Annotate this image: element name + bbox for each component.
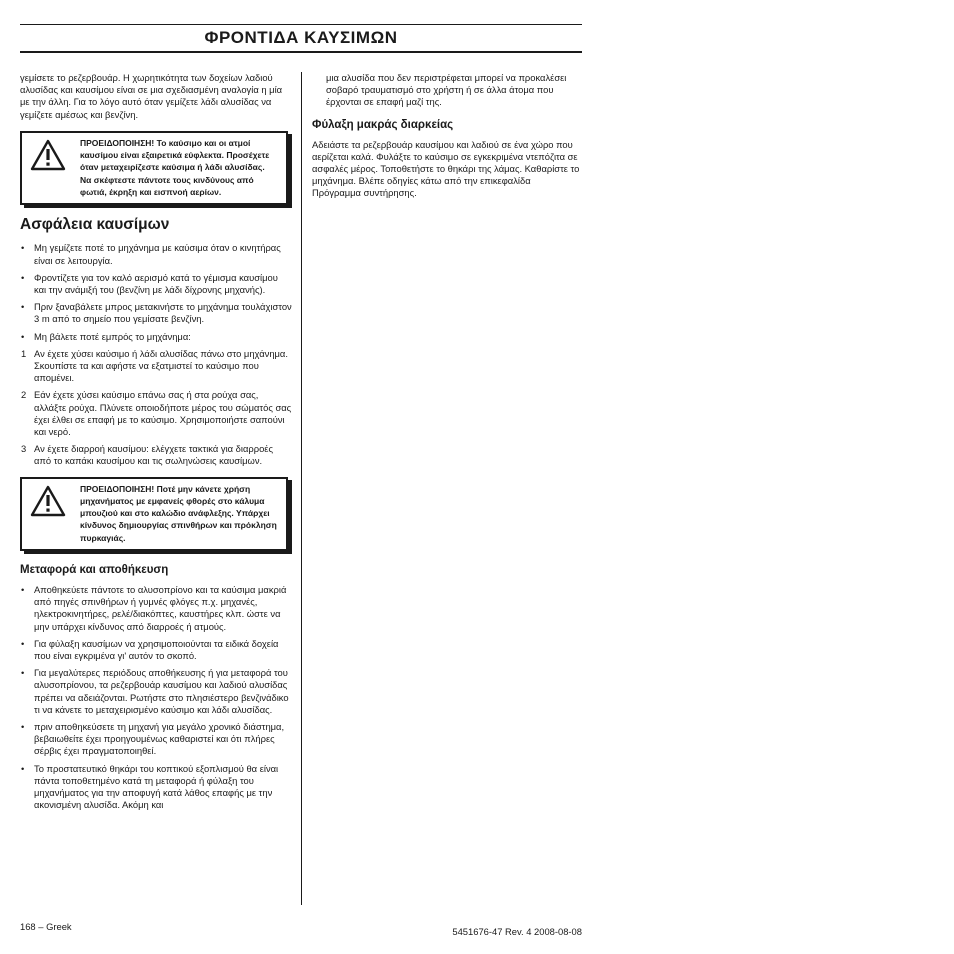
list-item: • Μη γεμίζετε ποτέ το μηχάνημα με καύσιμα όταν ο κινητήρας είναι σε λειτουργία.: [21, 242, 281, 266]
column-divider: [301, 72, 302, 905]
right-column: [312, 72, 582, 200]
fuel-safety-numbered: [20, 348, 292, 468]
list-item: • Για φύλαξη καυσίμων να χρησιμοποιούνται τα ειδικά δοχεία που είναι εγκριμένα γι' αυτόν το σκοπό.: [21, 637, 279, 662]
list-item: • Για μεγαλύτερες περιόδους αποθήκευσης ή για μεταφορά του αλυσοπρίονου, τα ρεζερβουάρ καυσίμου και λαδιού αλυσίδας πρέπει να αδειάζονται. Ρωτήστε στο πλησιέστερο βενζινάδικο τι να κάνετε το μεταχειρισμένο καύσιμο και λάδι αλυσίδας.: [21, 667, 289, 715]
long-storage-paragraph: Αδειάστε τα ρεζερβουάρ καυσίμου και λαδιού σε ένα χώρο που αερίζεται καλά. Φυλάξτε το καύσιμο σε εγκεκριμένα ντεπόζιτα σε ασφαλές μέρος. Τοποθετήστε το θηκάρι της λάμας. Καθαρίστε το μηχάνημα. Βλέπε οδηγίες κάτω από την επικεφαλίδα Πρόγραμμα συντήρησης.: [312, 138, 580, 199]
list-item: 3 Αν έχετε διαρροή καυσίμου: ελέγχετε τακτικά για διαρροές από το καπάκι καυσίμου και τις σωληνώσεις καυσίμων.: [21, 443, 273, 467]
list-item: • Πριν ξαναβάλετε μπρος μετακινήστε το μηχάνημα τουλάχιστον 3 m από το σημείο που γεμίσατε βενζίνη.: [21, 301, 292, 325]
section-heading-fuel-safety: Ασφάλεια καυσίμων: [20, 216, 170, 234]
document-reference: 5451676-47 Rev. 4 2008-08-08: [452, 926, 582, 937]
warning-triangle-icon: [30, 485, 66, 517]
page-number: 168 – Greek: [20, 921, 72, 932]
list-item: 2 Εάν έχετε χύσει καύσιμο επάνω σας ή στα ρούχα σας, αλλάξτε ρούχα. Πλύνετε οποιοδήποτε μέρος του σώματός σας έχει έλθει σε επαφή με το καύσιμο. Χρησιμοποιήστε σαπούνι και νερό.: [21, 389, 292, 437]
warning-text: [80, 137, 278, 198]
list-item: • Μη βάλετε ποτέ εμπρός το μηχάνημα:: [21, 330, 191, 342]
list-item: • πριν αποθηκεύσετε τη μηχανή για μεγάλο χρονικό διάστημα, βεβαιωθείτε έχει προηγουμένως καθαριστεί και ότι πλήρες σέρβις έχει πραγματοποιηθεί.: [21, 721, 285, 757]
warning-box-fuel: [20, 131, 288, 205]
header-rule-bottom: [20, 51, 582, 53]
list-item: • Αποθηκεύετε πάντοτε το αλυσοπρίονο και τα καύσιμα μακριά από πηγές σπινθήρων ή γυμνές φλόγες π.χ. μηχανές, ηλεκτροκινητήρες, ρελέ/διακόπτες, καυστήρες κλπ. ώστε να μην υπάρχει κίνδυνος από διαρροές ή ατμούς.: [21, 584, 287, 632]
section-heading-transport: Μεταφορά και αποθήκευση: [20, 564, 169, 577]
warning-text: [80, 483, 278, 544]
warning-body: Το καύσιμο και οι ατμοί καυσίμου είναι εξαιρετικά εύφλεκτα. Προσέχετε όταν μεταχειρίζεστε καύσιμα ή λάδι αλυσίδας. Να σκέφτεστε πάντοτε τους κινδύνους από φωτιά, έκρηξη και εισπνοή αερίων.: [80, 137, 270, 197]
page-title: ΦΡΟΝΤΙΔΑ ΚΑΥΣΙΜΩΝ: [204, 28, 398, 47]
warning-label: ΠΡΟΕΙΔΟΠΟΙΗΣΗ!: [80, 483, 155, 494]
left-column: [20, 72, 292, 816]
transport-bullets: [20, 584, 292, 811]
list-item: • Το προστατευτικό θηκάρι του κοπτικού εξοπλισμού θα είναι πάντα τοποθετημένο κατά τη μεταφορά ή φύλαξη του μηχανήματος για την αποφυγή κατά λάθος επαφής με την ακονισμένη αλυσίδα. Ακόμη και: [21, 762, 279, 811]
warning-triangle-icon: [30, 139, 66, 171]
header-rule-top: [20, 24, 582, 25]
section-heading-long-storage: Φύλαξη μακράς διαρκείας: [312, 118, 454, 131]
list-item: • Φροντίζετε για τον καλό αερισμό κατά το γέμισμα καυσίμου και την ανάμιξή του (βενζίνη με λάδι δίχρονης μηχανής).: [21, 271, 278, 295]
fuel-safety-bullets: [20, 242, 292, 342]
warning-box-spark: [20, 477, 288, 551]
list-item: 1 Αν έχετε χύσει καύσιμο ή λάδι αλυσίδας πάνω στο μηχάνημα. Σκουπίστε τα και αφήστε να εξατμιστεί το καύσιμο που απομένει.: [21, 347, 288, 384]
warning-label: ΠΡΟΕΙΔΟΠΟΙΗΣΗ!: [80, 137, 155, 148]
intro-paragraph: γεμίσετε το ρεζερβουάρ. Η χωρητικότητα των δοχείων λαδιού αλυσίδας και καυσίμου είναι σε μια σχεδιασμένη αναλογία η μία με την άλλη. Για το λόγο αυτό όταν γεμίζετε λάδι αλυσίδας να γεμίζετε αμέσως και βενζίνη.: [20, 72, 283, 120]
warning-body: Ποτέ μην κάνετε χρήση μηχανήματος με εμφανείς φθορές στο κάλυμα μπουζιού και στο καλώδιο ανάφλεξης. Υπάρχει κίνδυνος δημιουργίας σπινθήρων και πρόκληση πυρκαγιάς.: [80, 483, 277, 543]
continuation-paragraph: μια αλυσίδα που δεν περιστρέφεται μπορεί να προκαλέσει σοβαρό τραυματισμό στο χρήστη ή σε άλλα άτομα που έρχονται σε επαφή μαζί της.: [326, 72, 567, 108]
